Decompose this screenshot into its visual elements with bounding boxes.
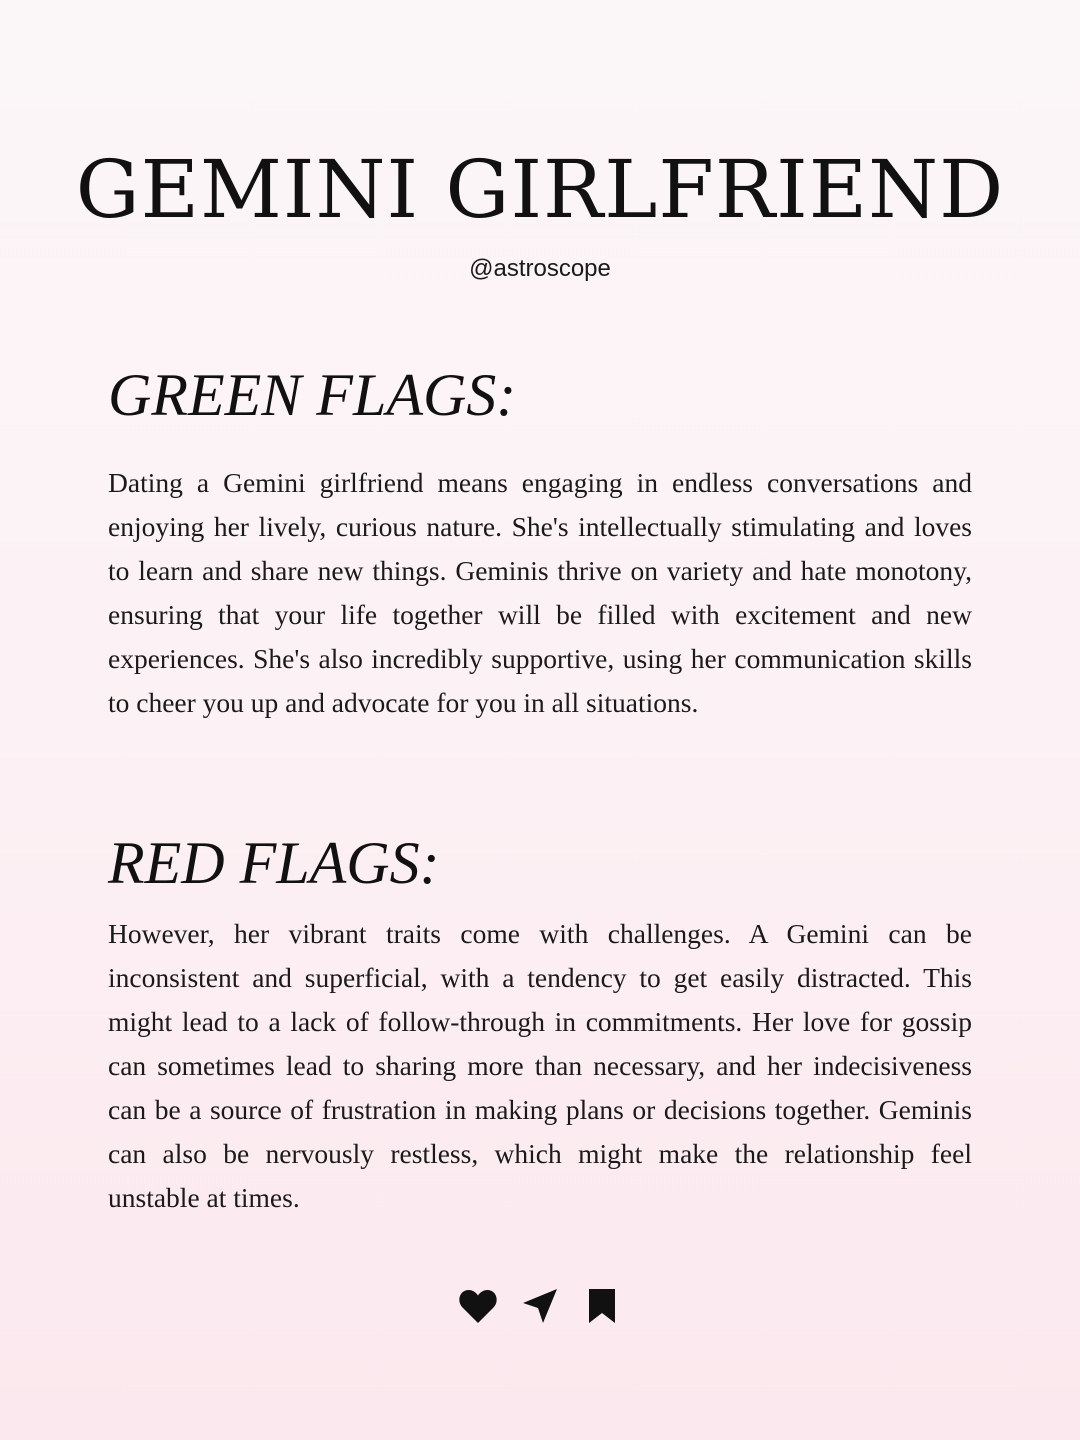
red-flags-text: However, her vibrant traits come with challenges. A Gemini can be inconsistent and superficial, with a tendency to get easily distracted. This might lead to a lack of follow-through in commitments. Her love for gossip can sometimes lead to sharing more than necessary, and her indecisiveness can be a source of frustration in making plans or decisions together. Geminis can also be nervously restless, which might make the relationship feel unstable at times.: [108, 918, 972, 1213]
share-button[interactable]: [520, 1286, 560, 1326]
send-icon: [522, 1288, 558, 1324]
like-button[interactable]: [458, 1286, 498, 1326]
action-bar: [0, 1284, 1080, 1328]
heart-icon: [458, 1288, 498, 1324]
author-handle: @astroscope: [469, 255, 611, 282]
green-flags-heading: GREEN FLAGS:: [108, 362, 517, 428]
red-flags-heading: RED FLAGS:: [108, 830, 440, 896]
bookmark-icon: [588, 1288, 616, 1324]
page-title: GEMINI GIRLFRIEND: [75, 143, 1005, 236]
save-button[interactable]: [582, 1286, 622, 1326]
green-flags-text: Dating a Gemini girlfriend means engaging in endless conversations and enjoying her lively, curious nature. She's intellectually stimulating and loves to learn and share new things. Geminis thrive on variety and hate monotony, ensuring that your life together will be filled with excitement and new experiences. She's also incredibly supportive, using her communication skills to cheer you up and advocate for you in all situations.: [108, 467, 972, 718]
